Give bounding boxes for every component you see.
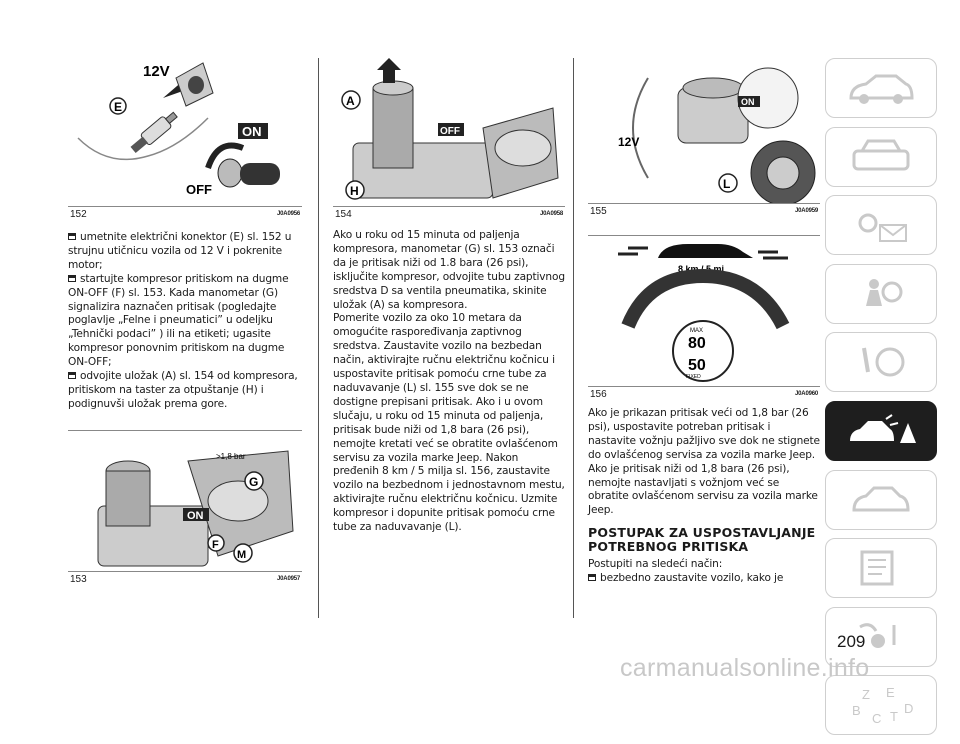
label-e: E <box>114 100 123 114</box>
document-list-icon <box>846 548 916 588</box>
col2-text <box>333 229 565 535</box>
figure-154 <box>333 58 565 207</box>
tab-car-dashboard[interactable] <box>825 58 937 118</box>
svg-text:B: B <box>852 703 861 719</box>
col1-text <box>68 231 302 412</box>
figure-code: J0A0958 <box>540 211 563 217</box>
label-h: H <box>350 184 359 198</box>
figure-152 <box>68 58 302 207</box>
tab-airbag-person[interactable] <box>825 264 937 324</box>
tab-wrench-wheel[interactable] <box>825 332 937 392</box>
label-on: ON <box>187 509 204 522</box>
caption-156 <box>588 387 820 403</box>
column-1 <box>68 58 302 588</box>
caption-155 <box>588 204 820 220</box>
emergency-car-icon <box>846 411 916 451</box>
label-pressure: >1,8 bar <box>216 451 246 461</box>
caption-152 <box>68 207 302 223</box>
label-off: OFF <box>186 182 212 197</box>
label-speed: 8 km / 5 mi <box>678 264 725 274</box>
label-a: A <box>346 94 355 108</box>
car-front-icon <box>846 137 916 177</box>
tab-sun-envelope[interactable] <box>825 195 937 255</box>
svg-text:C: C <box>872 711 882 727</box>
figure-153 <box>68 430 302 572</box>
watermark: carmanualsonline.info <box>620 654 870 682</box>
airbag-person-icon <box>846 274 916 314</box>
col3-text <box>588 407 820 586</box>
column-2 <box>333 58 565 535</box>
figure-code: J0A0956 <box>277 211 300 217</box>
paragraph: Ako u roku od 15 minuta od paljenja kompresora, manometar (G) sl. 153 označi da je pritisak niži od 1.8 bara (26 psi), isključite kompresor, odvojite tubu zaptivnog sredstva D sa ventila pneumatika, skinite uložak (A) sa kompresora. <box>333 229 565 311</box>
tab-car-service[interactable] <box>825 470 937 530</box>
label-g: G <box>249 474 259 489</box>
svg-text:D: D <box>904 701 914 717</box>
sun-envelope-icon <box>846 205 916 245</box>
figure-156-illustration <box>588 236 820 386</box>
label-f: F <box>212 538 219 551</box>
label-12v: 12V <box>618 135 640 149</box>
figure-154-illustration <box>333 58 565 206</box>
bullet-item: umetnite električni konektor (E) sl. 152 u strujnu utičnicu vozila od 12 V i pokrenite motor; <box>68 231 292 271</box>
figure-code: J0A0959 <box>795 208 818 214</box>
figure-number: 154 <box>335 209 352 220</box>
alphabet-index-icon <box>846 683 916 727</box>
bullet-item: odvojite uložak (A) sl. 154 od kompresora, pritiskom na taster za otpuštanje (H) i podignuvši uložak prema gore. <box>68 370 298 410</box>
tab-car-front[interactable] <box>825 127 937 187</box>
tab-document-list[interactable] <box>825 538 937 598</box>
figure-153-illustration <box>68 431 302 571</box>
label-off: OFF <box>440 126 460 137</box>
bullet-icon <box>68 275 76 282</box>
bullet-item: startujte kompresor pritiskom na dugme ON-OFF (F) sl. 153. Kada manometar (G) signalizira naznačen pritisak (pogledajte poglavlje „Felne i pneumatici” u odeljku „Tehnički podaci” ) ili na etiketi; ugasite kompresor ponovnim pritiskom na dugme ON-OFF; <box>68 272 289 369</box>
svg-text:Z: Z <box>862 687 870 703</box>
svg-text:E: E <box>886 685 895 701</box>
figure-code: J0A0960 <box>795 391 818 397</box>
figure-number: 153 <box>70 573 87 585</box>
wrench-wheel-icon <box>846 342 916 382</box>
figure-155-illustration <box>588 58 820 203</box>
label-fixed: FIXED <box>686 374 701 380</box>
section-heading: POSTUPAK ZA USPOSTAVLJANJE POTREBNOG PRITISKA <box>588 525 816 555</box>
label-on: ON <box>242 124 262 139</box>
caption-153 <box>68 572 302 588</box>
figure-number: 155 <box>590 206 607 217</box>
column-separator <box>573 58 574 618</box>
car-dashboard-icon <box>846 68 916 108</box>
figure-156 <box>588 235 820 387</box>
label-12v: 12V <box>143 63 170 80</box>
tab-emergency-car[interactable] <box>825 401 937 461</box>
bullet-item: bezbedno zaustavite vozilo, kako je <box>588 572 820 586</box>
figure-number: 152 <box>70 209 87 220</box>
svg-text:T: T <box>890 709 898 725</box>
figure-155 <box>588 58 820 204</box>
label-max: MAX <box>690 328 704 334</box>
label-m: M <box>237 548 247 561</box>
paragraph: Postupiti na sledeći način: <box>588 558 723 571</box>
bullet-icon <box>68 372 76 379</box>
column-3 <box>588 58 820 586</box>
label-on: ON <box>741 97 755 107</box>
paragraph: Pomerite vozilo za oko 10 metara da omogućite raspoređivanja zaptivnog sredstva. Zaustavite vozilo na bezbedan način, aktivirajte ručnu električnu kočnicu i uspostavite pritisak pomoću crne tube za naduvavanje (L) sl. 155 sve dok se ne dostigne prepisani pritisak. Ako i u ovom slučaju, u roku od 15 minuta od paljenja, pritisak bude niži od 1,8 bara (26 psi), nemojte kretati već se obratite ovlašćenom servisu za vozila marke Jeep. Nakon pređenih 8 km / 5 milja sl. 156, zaustavite vozilo na bezbednom i jednostavnom mestu, aktivirajte ručnu električnu kočnicu. Uzmite kompresor i dopunite pritisak pomoću crne tube za naduvavanje (L). <box>333 312 565 534</box>
label-l: L <box>723 177 731 191</box>
figure-code: J0A0957 <box>277 575 300 582</box>
page-number: 209 <box>837 632 866 651</box>
label-50: 50 <box>688 357 706 374</box>
tab-alphabet-index[interactable] <box>825 675 937 735</box>
car-service-icon <box>846 480 916 520</box>
bullet-icon <box>68 233 76 240</box>
caption-154 <box>333 207 565 223</box>
label-80: 80 <box>688 335 706 352</box>
column-separator <box>318 58 319 618</box>
figure-number: 156 <box>590 389 607 400</box>
paragraph: Ako je prikazan pritisak veći od 1,8 bar (26 psi), uspostavite potreban pritisak i nastavite vožnju pažljivo sve dok ne stignete do ovlašćenog servisa za vozila marke Jeep. Ako je pritisak niži od 1,8 bara (26 psi), nemojte nastavljati s vožnjom već se obratite ovlašćenom servisu za vozila marke Jeep. <box>588 407 820 517</box>
bullet-icon <box>588 574 596 581</box>
figure-152-illustration <box>68 58 302 206</box>
